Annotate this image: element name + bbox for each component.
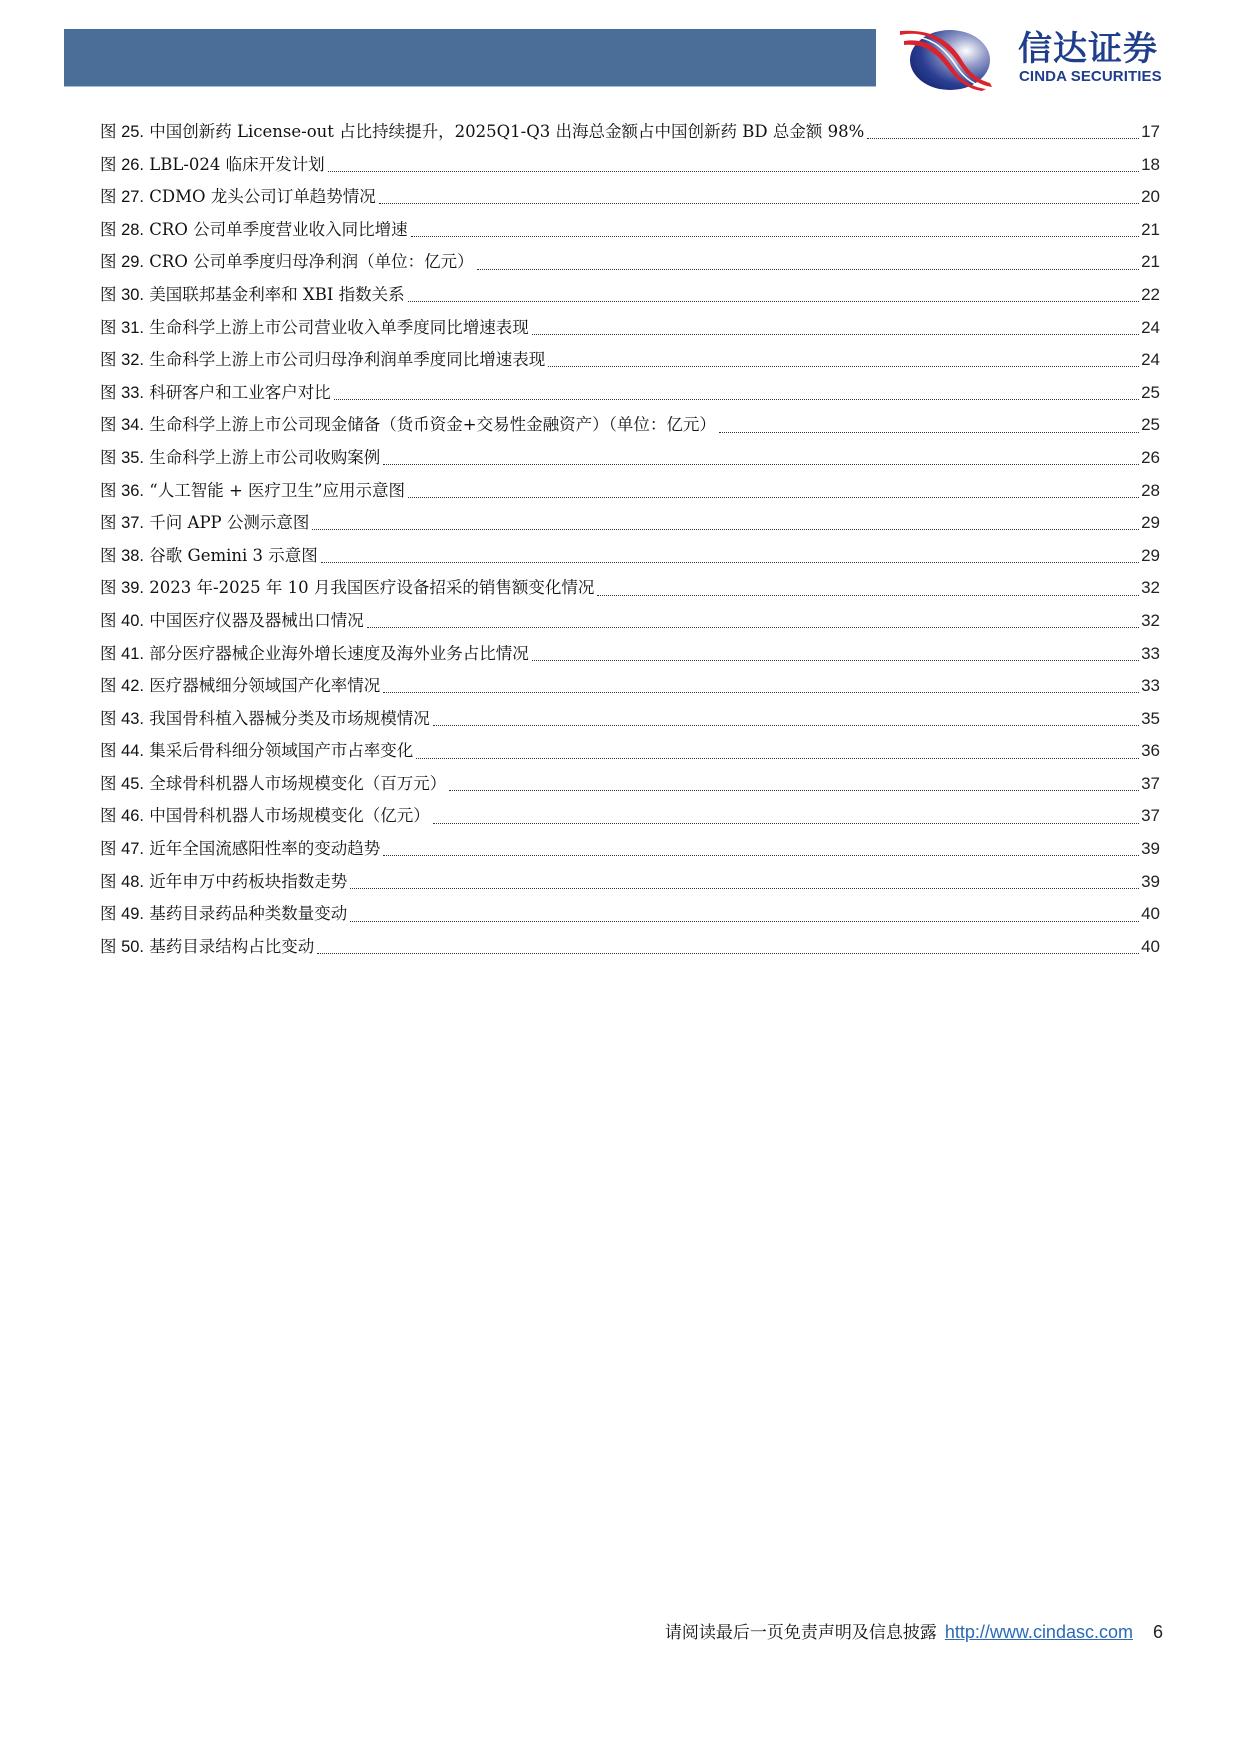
toc-entry-fig-34[interactable]: [100, 409, 1160, 442]
dot-leader: [379, 202, 1139, 204]
figure-number: 图 41.: [100, 644, 145, 663]
page-number: 25: [1141, 382, 1160, 402]
figure-title: 生命科学上游上市公司现金储备（货币资金+交易性金融资产）（单位：亿元）: [149, 415, 716, 435]
figure-title: CDMO 龙头公司订单趋势情况: [149, 187, 376, 207]
toc-entry-fig-45[interactable]: [100, 768, 1160, 801]
figure-title: “人工智能 + 医疗卫生”应用示意图: [149, 480, 405, 500]
page-number: 26: [1141, 447, 1160, 467]
page-number: 33: [1141, 643, 1160, 663]
toc-entry-fig-42[interactable]: [100, 670, 1160, 703]
toc-entry-fig-49[interactable]: [100, 898, 1160, 931]
page-number: 37: [1141, 806, 1160, 826]
figure-table-of-contents: [100, 116, 1160, 963]
toc-entry-label: [100, 703, 430, 736]
figure-number: 图 25.: [100, 123, 145, 141]
toc-entry-label: [100, 605, 364, 638]
toc-entry-label: [100, 312, 529, 345]
page-number: 25: [1141, 415, 1160, 435]
toc-entry-label: [100, 833, 380, 866]
figure-number: 图 36.: [100, 481, 145, 500]
page-number: 40: [1141, 904, 1160, 924]
page-number: 39: [1141, 871, 1160, 891]
page-number: 24: [1141, 317, 1160, 337]
page-number: 24: [1141, 350, 1160, 370]
page-number: 32: [1141, 610, 1160, 630]
toc-entry-label: [100, 442, 380, 475]
figure-number: 图 29.: [100, 253, 145, 272]
toc-entry-fig-43[interactable]: [100, 703, 1160, 736]
figure-number: 图 30.: [100, 285, 145, 304]
figure-title: 基药目录结构占比变动: [149, 936, 315, 956]
figure-number: 图 37.: [100, 514, 145, 533]
toc-entry-label: [100, 279, 405, 312]
toc-entry-fig-32[interactable]: [100, 344, 1160, 377]
toc-entry-fig-28[interactable]: [100, 214, 1160, 247]
figure-title: 2023 年-2025 年 10 月我国医疗设备招采的销售额变化情况: [149, 578, 595, 598]
toc-entry-fig-31[interactable]: [100, 312, 1160, 345]
toc-entry-label: [100, 540, 318, 573]
figure-title: CRO 公司单季度营业收入同比增速: [149, 219, 408, 239]
disclaimer-notice: 请阅读最后一页免责声明及信息披露: [664, 1623, 937, 1643]
figure-number: 图 45.: [100, 774, 145, 793]
page-number: 36: [1141, 741, 1160, 761]
toc-entry-label: [100, 116, 864, 149]
toc-entry-fig-39[interactable]: [100, 572, 1160, 605]
website-link[interactable]: http://www.cindasc.com: [944, 1622, 1133, 1642]
cinda-logo-icon: [898, 27, 994, 91]
figure-number: 图 33.: [100, 383, 145, 402]
figure-number: 图 47.: [100, 840, 145, 859]
toc-entry-fig-26[interactable]: [100, 149, 1160, 182]
page-footer: [665, 1618, 1163, 1643]
figure-title: 科研客户和工业客户对比: [149, 382, 331, 402]
dot-leader: [433, 724, 1139, 726]
toc-entry-label: [100, 670, 380, 703]
dot-leader: [328, 170, 1139, 172]
figure-number: 图 40.: [100, 611, 145, 630]
toc-entry-fig-40[interactable]: [100, 605, 1160, 638]
figure-number: 图 42.: [100, 677, 145, 696]
page-number: 20: [1141, 187, 1160, 207]
toc-entry-fig-33[interactable]: [100, 377, 1160, 410]
dot-leader: [367, 626, 1139, 628]
figure-title: 生命科学上游上市公司归母净利润单季度同比增速表现: [149, 350, 546, 370]
figure-title: CRO 公司单季度归母净利润（单位：亿元）: [149, 252, 474, 272]
toc-entry-fig-35[interactable]: [100, 442, 1160, 475]
figure-title: 集采后骨科细分领域国产市占率变化: [149, 741, 414, 761]
toc-entry-label: [100, 377, 331, 410]
dot-leader: [321, 561, 1139, 563]
figure-title: 中国骨科机器人市场规模变化（亿元）: [149, 806, 430, 826]
figure-number: 图 34.: [100, 416, 145, 435]
company-logo: [898, 27, 1198, 91]
dot-leader: [312, 528, 1139, 530]
dot-leader: [350, 920, 1139, 922]
toc-entry-label: [100, 507, 309, 540]
toc-entry-label: [100, 246, 474, 279]
figure-title: 中国医疗仪器及器械出口情况: [149, 610, 364, 630]
toc-entry-label: [100, 181, 376, 214]
toc-entry-fig-25[interactable]: [100, 116, 1160, 149]
logo-name-cn: 信达证券: [1018, 29, 1158, 69]
figure-title: 美国联邦基金利率和 XBI 指数关系: [149, 284, 405, 304]
toc-entry-label: [100, 475, 405, 508]
figure-number: 图 38.: [100, 546, 145, 565]
page-number-footer: 6: [1152, 1622, 1163, 1642]
dot-leader: [317, 952, 1139, 954]
toc-entry-label: [100, 409, 716, 442]
dot-leader: [597, 594, 1139, 596]
toc-entry-label: [100, 149, 325, 182]
figure-title: 中国创新药 License-out 占比持续提升，2025Q1-Q3 出海总金额占中国创新药 BD 总金额 98%: [149, 122, 865, 141]
figure-title: 基药目录药品种类数量变动: [149, 904, 348, 924]
figure-title: 全球骨科机器人市场规模变化（百万元）: [149, 773, 447, 793]
figure-title: 我国骨科植入器械分类及市场规模情况: [149, 708, 430, 728]
page-number: 21: [1141, 252, 1160, 272]
toc-entry-fig-36[interactable]: [100, 475, 1160, 508]
toc-entry-fig-41[interactable]: [100, 638, 1160, 671]
page-number: 28: [1141, 480, 1160, 500]
figure-number: 图 48.: [100, 872, 145, 891]
figure-title: 生命科学上游上市公司营业收入单季度同比增速表现: [149, 317, 529, 337]
figure-number: 图 28.: [100, 220, 145, 239]
figure-title: 千问 APP 公测示意图: [149, 513, 310, 533]
toc-entry-label: [100, 866, 347, 899]
dot-leader: [548, 365, 1139, 367]
dot-leader: [416, 757, 1139, 759]
page-number: 21: [1141, 219, 1160, 239]
dot-leader: [867, 137, 1139, 139]
figure-number: 图 44.: [100, 742, 145, 761]
dot-leader: [532, 333, 1139, 335]
toc-entry-fig-29[interactable]: [100, 246, 1160, 279]
dot-leader: [433, 822, 1139, 824]
toc-entry-label: [100, 898, 347, 931]
dot-leader: [411, 235, 1139, 237]
figure-number: 图 50.: [100, 937, 145, 956]
figure-title: 近年申万中药板块指数走势: [149, 871, 348, 891]
page-number: 37: [1141, 773, 1160, 793]
page-number: 39: [1141, 839, 1160, 859]
logo-name-en: CINDA SECURITIES: [1019, 68, 1162, 85]
page-number: 40: [1141, 936, 1160, 956]
figure-number: 图 49.: [100, 905, 145, 924]
dot-leader: [383, 854, 1139, 856]
figure-number: 图 32.: [100, 351, 145, 370]
page-number: 33: [1141, 676, 1160, 696]
dot-leader: [383, 691, 1139, 693]
figure-number: 图 31.: [100, 318, 145, 337]
dot-leader: [334, 398, 1139, 400]
toc-entry-fig-38[interactable]: [100, 540, 1160, 573]
page-number: 18: [1141, 154, 1160, 174]
dot-leader: [383, 463, 1139, 465]
figure-title: 谷歌 Gemini 3 示意图: [149, 545, 318, 565]
figure-title: 生命科学上游上市公司收购案例: [149, 447, 381, 467]
toc-entry-fig-30[interactable]: [100, 279, 1160, 312]
dot-leader: [532, 659, 1139, 661]
toc-entry-label: [100, 214, 408, 247]
page-number: 35: [1141, 708, 1160, 728]
dot-leader: [350, 887, 1139, 889]
figure-title: LBL-024 临床开发计划: [149, 154, 325, 174]
figure-number: 图 26.: [100, 155, 145, 174]
toc-entry-label: [100, 638, 529, 671]
toc-entry-fig-44[interactable]: [100, 735, 1160, 768]
toc-entry-fig-48[interactable]: [100, 866, 1160, 899]
page-number: 29: [1141, 513, 1160, 533]
header-banner: [64, 29, 876, 87]
toc-entry-fig-46[interactable]: [100, 800, 1160, 833]
figure-number: 图 39.: [100, 579, 145, 598]
figure-title: 医疗器械细分领域国产化率情况: [149, 676, 381, 696]
figure-number: 图 43.: [100, 709, 145, 728]
toc-entry-fig-37[interactable]: [100, 507, 1160, 540]
page-number: 32: [1141, 578, 1160, 598]
figure-title: 近年全国流感阳性率的变动趋势: [149, 839, 381, 859]
figure-number: 图 35.: [100, 448, 145, 467]
toc-entry-fig-47[interactable]: [100, 833, 1160, 866]
toc-entry-label: [100, 931, 314, 964]
toc-entry-label: [100, 768, 446, 801]
page-number: 29: [1141, 545, 1160, 565]
toc-entry-label: [100, 572, 594, 605]
toc-entry-label: [100, 344, 545, 377]
toc-entry-label: [100, 800, 430, 833]
figure-number: 图 46.: [100, 807, 145, 826]
page-number: 17: [1141, 122, 1160, 141]
dot-leader: [719, 431, 1139, 433]
toc-entry-fig-27[interactable]: [100, 181, 1160, 214]
figure-title: 部分医疗器械企业海外增长速度及海外业务占比情况: [149, 643, 529, 663]
toc-entry-label: [100, 735, 413, 768]
page-number: 22: [1141, 284, 1160, 304]
dot-leader: [449, 789, 1139, 791]
dot-leader: [408, 496, 1139, 498]
figure-number: 图 27.: [100, 188, 145, 207]
dot-leader: [477, 268, 1139, 270]
dot-leader: [408, 300, 1139, 302]
toc-entry-fig-50[interactable]: [100, 931, 1160, 964]
